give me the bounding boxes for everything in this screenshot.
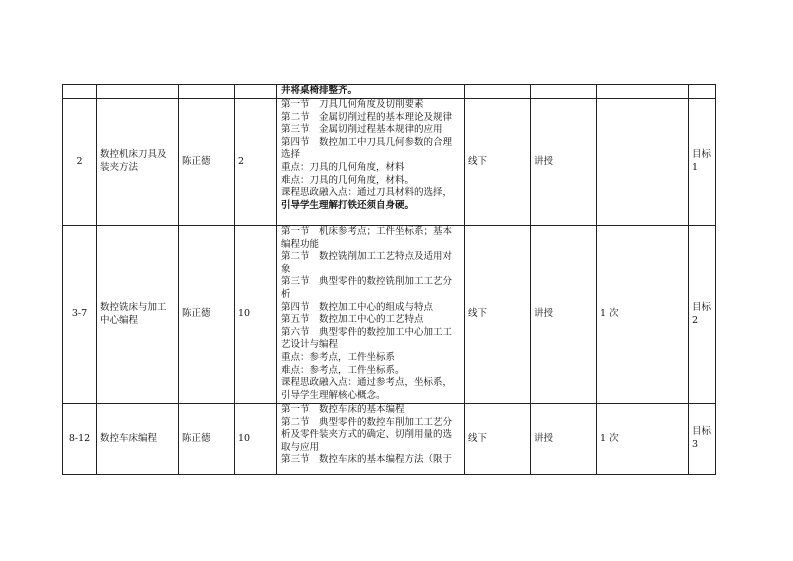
hours-cell: 2 (235, 99, 277, 226)
topic-cell: 数控车床编程 (97, 404, 179, 475)
content-line: 艺设计与编程 (281, 339, 339, 351)
content-cell (277, 85, 465, 99)
content-cell (277, 226, 465, 404)
content-line: 第六节 典型零件的数控加工中心加工工 (281, 326, 453, 338)
assignment-cell: 1 次 (597, 404, 689, 475)
table-row (63, 99, 716, 226)
content-line: 第一节 机床参考点；工件坐标系；基本 (281, 226, 453, 237)
method-cell: 讲授 (531, 404, 597, 475)
content-line: 第四节 数控加工中心的组成与特点 (281, 301, 434, 313)
content-line: 重点：参考点，工件坐标系 (281, 351, 396, 363)
assignment-cell: 1 次 (597, 226, 689, 404)
week-cell: 8-12 (63, 404, 97, 475)
mode-cell (465, 85, 531, 99)
goal-cell: 目标 3 (689, 404, 716, 475)
content-line: 课程思政融入点：通过刀具材料的选择， (281, 187, 453, 199)
content-line: 第一节 数控车床的基本编程 (281, 404, 405, 415)
content-line: 第四节 数控加工中刀具几何参数的合理 (281, 136, 453, 148)
week-cell (63, 85, 97, 99)
method-cell (531, 85, 597, 99)
content-line: 引导学生理解打铁还须自身硬。 (281, 199, 415, 211)
content-line: 析及零件装夹方式的确定、切削用量的选 (281, 429, 453, 441)
content-line: 象 (281, 263, 291, 275)
teacher-cell: 陈正德 (179, 404, 235, 475)
content-line: 第二节 典型零件的数控车削加工工艺分 (281, 416, 453, 428)
week-cell: 3-7 (63, 226, 97, 404)
content-line: 第三节 数控车床的基本编程方法（限于 (281, 454, 453, 466)
content-line: 井将桌椅排整齐。 (281, 85, 358, 96)
teacher-cell (179, 85, 235, 99)
content-line: 第二节 金属切削过程的基本理论及规律 (281, 111, 453, 123)
content-line: 第三节 金属切削过程基本规律的应用 (281, 124, 443, 136)
mode-cell: 线下 (465, 99, 531, 226)
content-line: 难点：刀具的几何角度，材料。 (281, 174, 415, 186)
method-cell: 讲授 (531, 226, 597, 404)
content-line: 第一节 刀具几何角度及切削要素 (281, 99, 424, 110)
content-cell (277, 99, 465, 226)
method-cell: 讲授 (531, 99, 597, 226)
content-line: 第二节 数控铣削加工工艺特点及适用对 (281, 251, 453, 263)
content-line: 析 (281, 288, 291, 300)
content-line: 引导学生理解核心概念。 (281, 389, 386, 401)
mode-cell: 线下 (465, 226, 531, 404)
assignment-cell (597, 85, 689, 99)
assignment-cell (597, 99, 689, 226)
topic-cell: 数控铣床与加工中心编程 (97, 226, 179, 404)
goal-cell: 目标 2 (689, 226, 716, 404)
topic-cell: 数控机床刀具及装夹方法 (97, 99, 179, 226)
teacher-cell: 陈正德 (179, 99, 235, 226)
content-line: 取与应用 (281, 441, 320, 453)
content-cell (277, 404, 465, 475)
goal-cell: 目标 1 (689, 99, 716, 226)
goal-cell (689, 85, 716, 99)
mode-cell: 线下 (465, 404, 531, 475)
content-line: 第五节 数控加工中心的工艺特点 (281, 314, 424, 326)
content-line: 重点：刀具的几何角度，材料 (281, 161, 405, 173)
content-line: 编程功能 (281, 238, 320, 250)
hours-cell: 10 (235, 404, 277, 475)
table-row (63, 404, 716, 475)
teacher-cell: 陈正德 (179, 226, 235, 404)
hours-cell (235, 85, 277, 99)
content-line: 选择 (281, 149, 301, 161)
table-row (63, 85, 716, 99)
content-line: 难点：参考点，工件坐标系。 (281, 364, 405, 376)
topic-cell (97, 85, 179, 99)
course-schedule-table (62, 84, 716, 475)
content-line: 第三节 典型零件的数控铣削加工工艺分 (281, 276, 453, 288)
table-row (63, 226, 716, 404)
hours-cell: 10 (235, 226, 277, 404)
week-cell: 2 (63, 99, 97, 226)
content-line: 课程思政融入点：通过参考点，坐标系， (281, 377, 453, 389)
